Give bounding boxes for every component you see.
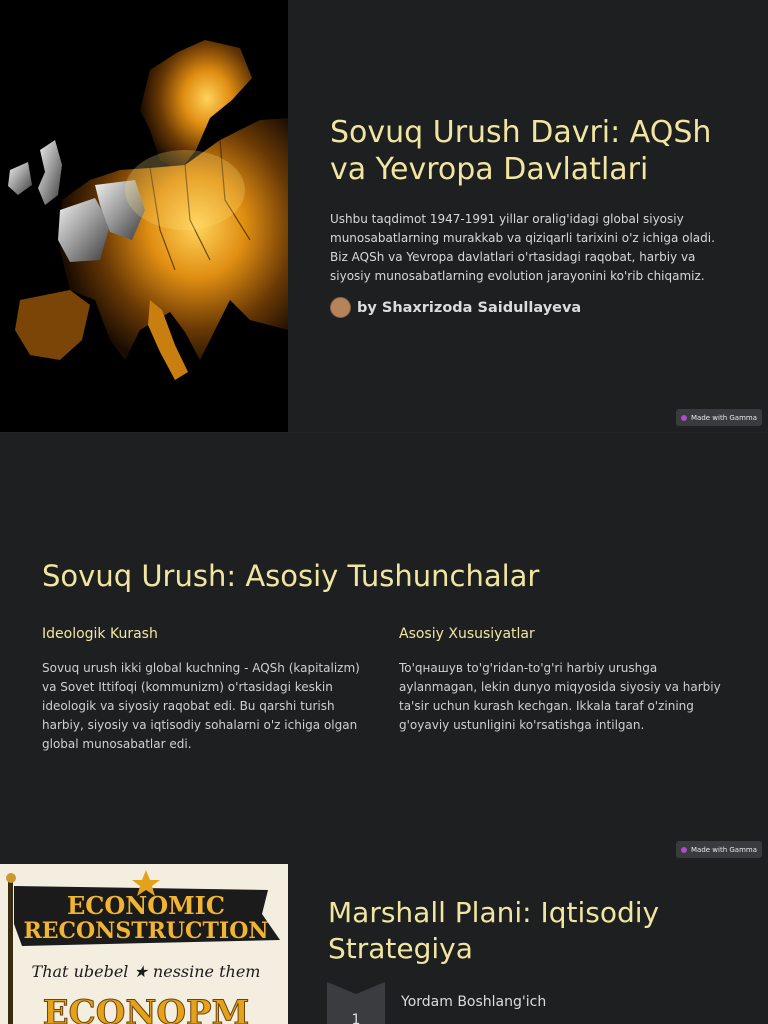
ideology-column	[42, 625, 372, 754]
slide-title: Sovuq Urush Davri: AQSh va Yevropa Davlatlari	[330, 115, 712, 187]
economic-reconstruction-poster	[0, 864, 288, 1024]
column-text: Sovuq urush ikki global kuchning - AQSh (kapitalizm) va Sovet Ittifoqi (kommunizm) o'rtasidagi keskin ideologik va siyosiy raqobat edi. Bu qarshi turish harbiy, siyosiy va iqtisodiy sohalarni o'z ichiga olgan global munosabatlar edi.	[42, 661, 360, 751]
slide-description: Ushbu taqdimot 1947-1991 yillar oralig'idagi global siyosiy munosabatlarning murakkab va qiziqarli tarixini o'z ichiga oladi. Biz AQSh va Yevropa davlatlari o'rtasidagi raqobat, harbiy va siyosiy munosabatlarning evolution jarayonini ko'rib chiqamiz.	[330, 212, 715, 283]
column-heading: Asosiy Xususiyatlar	[399, 626, 535, 642]
step-number: 1	[351, 1012, 361, 1024]
step-badge-icon	[327, 982, 385, 1024]
author-avatar	[330, 297, 351, 318]
gamma-logo-icon	[681, 415, 687, 421]
author-name: by Shaxrizoda Saidullayeva	[357, 299, 582, 316]
concepts-slide	[0, 432, 768, 865]
poster-tagline: That ubebel ★ nessine them	[31, 962, 261, 981]
slide-title: Marshall Plani: Iqtisodiy Strategiya	[328, 896, 660, 965]
marshall-plan-slide	[0, 864, 768, 1024]
gamma-badge-label: Made with Gamma	[690, 845, 758, 854]
title-slide	[0, 0, 768, 432]
made-with-gamma-badge[interactable]	[676, 841, 762, 858]
europe-map-image	[0, 0, 288, 432]
step-label: Yordam Boshlang'ich	[401, 994, 547, 1010]
poster-line1: ECONOMIC	[66, 891, 226, 920]
column-text: To'qнашув to'g'ridan-to'g'ri harbiy urushga aylanmagan, lekin dunyo miqyosida siyosiy va harbiy ta'sir uchun kurash kechgan. Ikkala taraf o'zining g'oyaviy ustunligini ko'rsatishga intilgan.	[399, 661, 721, 732]
gamma-badge-label: Made with Gamma	[690, 413, 758, 422]
slide-title: Sovuq Urush: Asosiy Tushunchalar	[42, 559, 540, 593]
column-heading: Ideologik Kurash	[42, 626, 158, 642]
poster-line2: RECONSTRUCTION	[23, 918, 269, 944]
gamma-logo-icon	[681, 847, 687, 853]
author-line	[330, 297, 581, 318]
features-column	[399, 625, 729, 735]
made-with-gamma-badge[interactable]	[676, 409, 762, 426]
poster-big-word: ECONOPM	[42, 993, 250, 1024]
